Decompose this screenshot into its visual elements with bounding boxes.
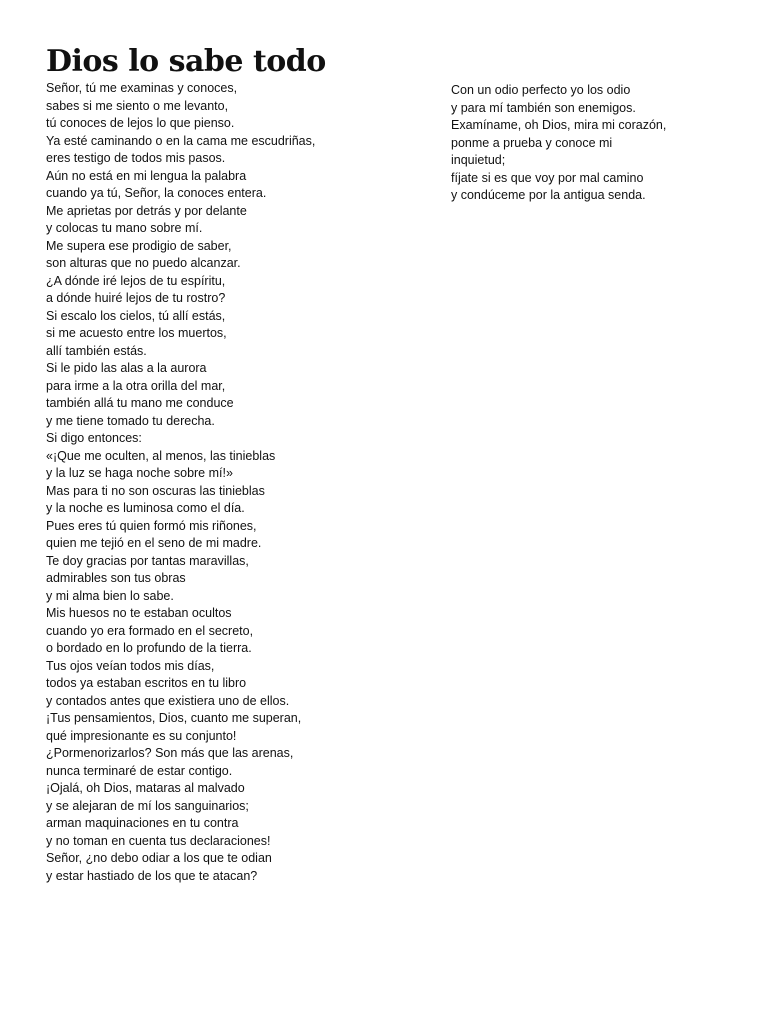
poem-line: Si digo entonces: (46, 431, 142, 445)
poem-line: quien me tejió en el seno de mi madre. (46, 536, 262, 550)
poem-line: «¡Que me oculten, al menos, las tinieblas (46, 448, 276, 463)
poem-line: Mis huesos no te estaban ocultos (46, 606, 232, 620)
poem-line: qué impresionante es su conjunto! (46, 728, 237, 743)
poem-line: sabes si me siento o me levanto, (46, 98, 229, 113)
poem-line: para irme a la otra orilla del mar, (46, 378, 226, 393)
poem-line: Señor, tú me examinas y conoces, (46, 81, 238, 95)
poem-column-right (451, 82, 731, 205)
poem-column-left (46, 80, 386, 885)
poem-line: y colocas tu mano sobre mí. (46, 221, 203, 235)
poem-line: inquietud; (451, 153, 506, 167)
poem-line: y estar hastiado de los que te atacan? (46, 868, 258, 883)
poem-line: ¡Tus pensamientos, Dios, cuanto me superan, (46, 711, 302, 725)
poem-line: Tus ojos veían todos mis días, (46, 658, 215, 673)
poem-line: Examíname, oh Dios, mira mi corazón, (451, 118, 667, 132)
poem-line: Si escalo los cielos, tú allí estás, (46, 308, 226, 323)
poem-line: Aún no está en mi lengua la palabra (46, 168, 247, 183)
page-title: Dios lo sabe todo (46, 44, 326, 79)
poem-line: Me supera ese prodigio de saber, (46, 238, 232, 253)
poem-line: ¿A dónde iré lejos de tu espíritu, (46, 273, 226, 288)
poem-line: y la luz se haga noche sobre mí!» (46, 466, 233, 480)
poem-line: eres testigo de todos mis pasos. (46, 151, 226, 165)
poem-line: son alturas que no puedo alcanzar. (46, 256, 241, 270)
poem-line: y mi alma bien lo sabe. (46, 588, 174, 603)
poem-line: cuando ya tú, Señor, la conoces entera. (46, 186, 267, 200)
poem-line: ¡Ojalá, oh Dios, mataras al malvado (46, 781, 245, 795)
poem-line: y me tiene tomado tu derecha. (46, 413, 215, 428)
poem-line: Te doy gracias por tantas maravillas, (46, 553, 249, 568)
poem-line: Ya esté caminando o en la cama me escudriñas, (46, 133, 316, 148)
poem-line: a dónde huiré lejos de tu rostro? (46, 291, 226, 305)
poem-line: Mas para ti no son oscuras las tinieblas (46, 483, 265, 498)
poem-line: Señor, ¿no debo odiar a los que te odian (46, 851, 272, 865)
poem-line: y contados antes que existiera uno de ellos. (46, 693, 290, 708)
poem-line: arman maquinaciones en tu contra (46, 816, 239, 830)
poem-line: tú conoces de lejos lo que pienso. (46, 116, 235, 130)
poem-line: todos ya estaban escritos en tu libro (46, 676, 247, 690)
poem-line: fíjate si es que voy por mal camino (451, 170, 644, 185)
poem-line: ponme a prueba y conoce mi (451, 135, 613, 150)
poem-line: y condúceme por la antigua senda. (451, 188, 646, 202)
poem-line: nunca terminaré de estar contigo. (46, 763, 233, 778)
poem-line: o bordado en lo profundo de la tierra. (46, 641, 252, 655)
poem-line: si me acuesto entre los muertos, (46, 326, 227, 340)
poem-line: allí también estás. (46, 343, 147, 358)
poem-line: Si le pido las alas a la aurora (46, 361, 207, 375)
poem-line: Pues eres tú quien formó mis riñones, (46, 518, 257, 533)
poem-line: Me aprietas por detrás y por delante (46, 203, 247, 218)
poem-line: admirables son tus obras (46, 571, 186, 585)
poem-line: ¿Pormenorizarlos? Son más que las arenas, (46, 746, 294, 760)
poem-line: cuando yo era formado en el secreto, (46, 623, 254, 638)
poem-line: Con un odio perfecto yo los odio (451, 83, 631, 97)
poem-line: y para mí también son enemigos. (451, 100, 636, 115)
poem-line: y no toman en cuenta tus declaraciones! (46, 833, 271, 848)
poem-line: y la noche es luminosa como el día. (46, 501, 245, 515)
poem-line: también allá tu mano me conduce (46, 396, 234, 410)
poem-line: y se alejaran de mí los sanguinarios; (46, 798, 249, 813)
